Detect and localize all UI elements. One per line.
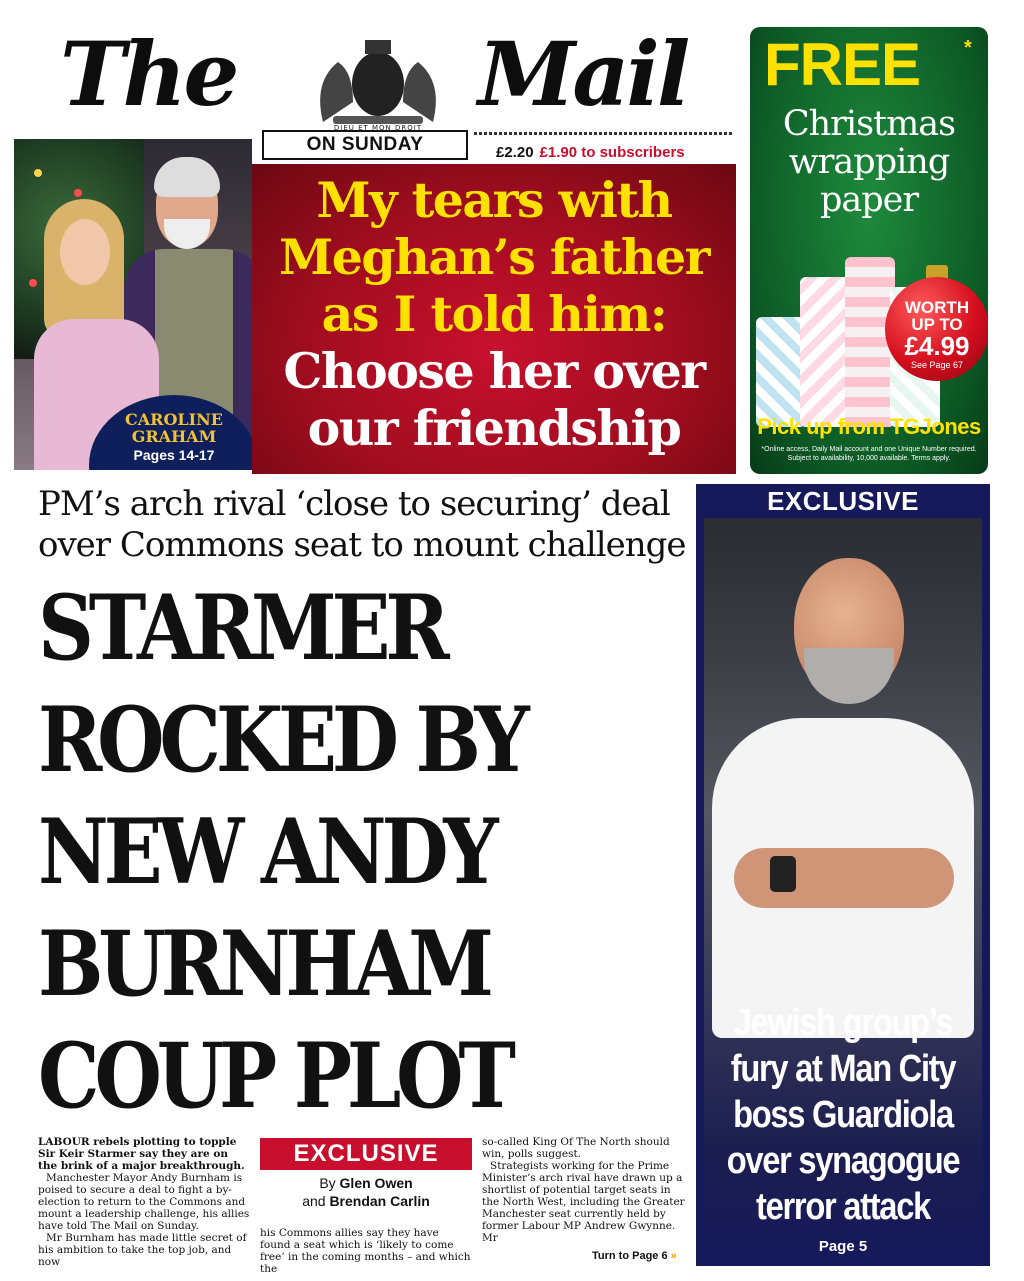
story-paragraph: so-called King Of The North should win, polls suggest. <box>482 1136 670 1160</box>
masthead-title-right: Mail <box>478 22 688 126</box>
side-headline-line: Jewish group’s <box>733 1002 953 1044</box>
promo-title <box>750 105 988 219</box>
crest-motto: DIEU ET MON DROIT <box>333 124 423 132</box>
subscriber-price: £1.90 to subscribers <box>539 144 685 161</box>
side-exclusive-label: EXCLUSIVE <box>767 486 919 516</box>
caption-name-line2: GRAHAM <box>131 427 217 446</box>
see-page: See Page 67 <box>910 360 964 370</box>
royal-crest-icon <box>283 32 473 142</box>
headline-line: COUP PLOT <box>38 1023 511 1129</box>
promo-title-line: Christmas <box>782 104 956 144</box>
side-headline <box>717 1000 970 1230</box>
caption-pages: Pages 14-17 <box>133 447 215 463</box>
worth-price: £4.99 <box>904 331 970 361</box>
headline-line: BURNHAM <box>38 911 489 1017</box>
worth-line2: UP TO <box>911 315 963 334</box>
red-puff-line: as I told him: <box>321 285 667 343</box>
watch-icon <box>770 856 796 892</box>
strap-line: PM’s arch rival ‘close to securing’ deal <box>38 484 670 524</box>
story-paragraph: Mr Burnham has made little secret of his ambition to take the top job, and now <box>38 1232 247 1268</box>
story-paragraph: his Commons allies say they have found a seat which is ‘likely to come free’ in the coming months – and which the <box>260 1227 471 1275</box>
promo-small-print <box>760 445 978 463</box>
byline-and: and <box>302 1193 326 1209</box>
byline <box>260 1174 472 1210</box>
byline-author: Glen Owen <box>339 1175 413 1191</box>
story-column-3 <box>482 1136 690 1244</box>
promo-small-print-line: Subject to availability, 10,000 available. Terms apply. <box>787 455 951 462</box>
wrapping-paper-promo[interactable] <box>750 27 988 474</box>
red-puff-line: our friendship <box>307 399 681 457</box>
edition-label: ON SUNDAY <box>262 130 468 160</box>
promo-title-line: paper <box>819 180 919 220</box>
turn-to-page-link[interactable] <box>592 1250 677 1262</box>
meghan-father-puff[interactable] <box>252 164 736 474</box>
red-puff-line: Meghan’s father <box>279 228 709 286</box>
worth-bauble <box>885 277 988 381</box>
headline-line: ROCKED BY <box>38 687 525 793</box>
byline-author: Brendan Carlin <box>329 1193 430 1209</box>
story-column-1 <box>38 1136 250 1268</box>
side-headline-line: boss Guardiola <box>733 1094 953 1136</box>
side-page-ref: Page 5 <box>818 1238 868 1255</box>
story-lead: LABOUR rebels plotting to topple Sir Keir Starmer say they are on the brink of a major breakthrough. <box>38 1136 245 1172</box>
side-headline-line: over synagogue <box>726 1140 960 1182</box>
story-paragraph: Manchester Mayor Andy Burnham is poised to secure a deal to fight a by-election to return to the Commons and mount a leadership challenge, his allies have told The Mail on Sunday. <box>38 1172 250 1232</box>
promo-asterisk: * <box>964 37 972 59</box>
story-strapline <box>38 484 690 566</box>
chevron-right-icon: » <box>670 1250 677 1262</box>
cover-price: £2.20 <box>496 144 534 161</box>
strap-line: over Commons seat to mount challenge <box>38 525 686 565</box>
headline-line: STARMER <box>38 575 445 681</box>
promo-title-line: wrapping <box>788 142 950 182</box>
price-line <box>496 144 685 161</box>
guardiola-side-story[interactable] <box>696 484 990 1266</box>
caption-name-line1: CAROLINE <box>125 410 223 429</box>
turn-to-label: Turn to Page 6 <box>592 1250 668 1262</box>
byline-by: By <box>319 1175 336 1191</box>
story-column-2 <box>260 1227 472 1275</box>
red-puff-line: Choose her over <box>283 342 705 400</box>
promo-small-print-line: *Online access, Daily Mail account and one Unique Number required. <box>761 446 977 453</box>
main-headline[interactable] <box>38 572 688 1132</box>
exclusive-badge: EXCLUSIVE <box>260 1138 472 1170</box>
worth-line1: WORTH <box>904 298 970 317</box>
promo-pickup: Pick up from TGJones <box>757 414 981 439</box>
side-headline-line: terror attack <box>756 1186 930 1228</box>
masthead-title-left: The <box>60 22 237 126</box>
red-puff-line: My tears with <box>316 171 672 229</box>
side-headline-line: fury at Man City <box>730 1048 956 1090</box>
promo-free: FREE <box>764 31 921 98</box>
headline-line: NEW ANDY <box>38 799 494 905</box>
caroline-graham-photo-puff[interactable] <box>12 137 254 472</box>
story-paragraph: Strategists working for the Prime Minister’s arch rival have drawn up a shortlist of potential target seats in the North West, including the Greater Manchester seat currently held by former Labour MP Andrew Gwynne. Mr <box>482 1160 685 1244</box>
masthead-rule <box>474 132 734 135</box>
